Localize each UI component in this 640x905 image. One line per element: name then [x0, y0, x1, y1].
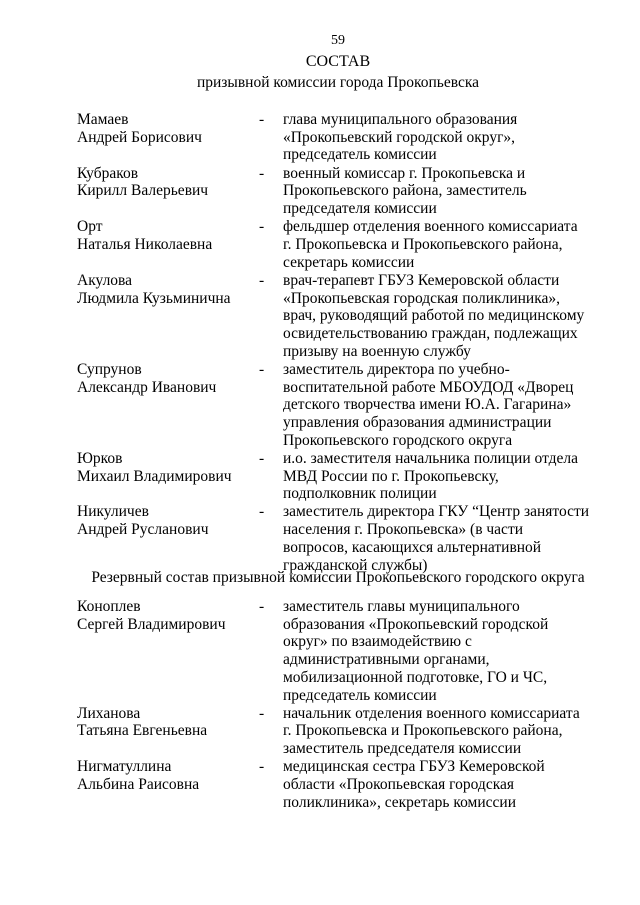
member-role-line: заместитель главы муниципального — [283, 598, 520, 615]
member-role-line: фельдшер отделения военного комиссариата — [283, 218, 578, 236]
member-role-line: освидетельствованию граждан, подлежащих — [283, 324, 578, 342]
member-role — [283, 758, 593, 811]
member-dash: - — [259, 598, 265, 615]
member-given-name: Александр Иванович — [77, 378, 217, 396]
member-role-line: председатель комиссии — [283, 686, 437, 704]
member-role — [283, 705, 593, 758]
member-role-line: МВД России по г. Прокопьевску, — [283, 467, 499, 485]
member-entry — [77, 111, 597, 164]
member-role-line: г. Прокопьевска и Прокопьевского района, — [283, 235, 563, 253]
member-role-line: «Прокопьевский городской округ», — [283, 128, 516, 146]
member-entry — [77, 450, 597, 503]
member-given-name: Сергей Владимирович — [77, 615, 226, 633]
member-role — [283, 165, 593, 218]
member-dash: - — [259, 164, 265, 182]
member-surname: Лиханова — [77, 704, 141, 722]
member-surname: Нигматуллина — [77, 758, 172, 776]
reserve-heading: Резервный состав призывной комиссии Прокопьевского городского округа — [91, 569, 585, 586]
member-dash: - — [259, 218, 265, 236]
member-name — [77, 165, 257, 200]
member-name — [77, 111, 257, 146]
member-role-line: медицинская сестра ГБУЗ Кемеровской — [283, 758, 545, 776]
member-role-line: мобилизационной подготовке, ГО и ЧС, — [283, 668, 548, 686]
member-role-line: военный комиссар г. Прокопьевска и — [283, 164, 526, 182]
member-role — [283, 598, 593, 704]
member-role-line: округ» по взаимодействию с — [283, 633, 472, 651]
member-given-name: Кирилл Валерьевич — [77, 182, 209, 200]
member-entry — [77, 165, 597, 218]
member-given-name: Андрей Борисович — [77, 128, 202, 146]
member-role-line: области «Прокопьевская городская — [283, 776, 515, 794]
member-role-line: Прокопьевского района, заместитель — [283, 182, 527, 200]
member-entry — [77, 705, 597, 758]
member-role-line: «Прокопьевская городская поликлиника», — [283, 289, 561, 307]
reserve-members — [77, 598, 597, 811]
member-role — [283, 272, 593, 361]
member-entry — [77, 598, 597, 704]
member-role-line: г. Прокопьевска и Прокопьевского района, — [283, 722, 563, 740]
member-entry — [77, 361, 597, 450]
document-subtitle: призывной комиссии города Прокопьевска — [196, 74, 480, 91]
member-role-line: заместитель директора по учебно- — [283, 360, 510, 378]
commission-members — [77, 111, 597, 574]
member-surname: Коноплев — [77, 598, 141, 615]
page-number: 59 — [331, 33, 345, 48]
member-role-line: вопросов, касающихся альтернативной — [283, 538, 542, 556]
member-entry — [77, 758, 597, 811]
member-given-name: Татьяна Евгеньевна — [77, 722, 208, 740]
member-role-line: глава муниципального образования — [283, 111, 518, 128]
member-role — [283, 450, 593, 503]
member-role-line: председатель комиссии — [283, 146, 437, 164]
member-given-name: Людмила Кузьминична — [77, 289, 231, 307]
member-role-line: врач-терапевт ГБУЗ Кемеровской области — [283, 271, 560, 289]
member-role-line: воспитательной работе МБОУДОД «Дворец — [283, 378, 574, 396]
member-entry — [77, 218, 597, 271]
member-given-name: Михаил Владимирович — [77, 467, 232, 485]
member-role-line: врач, руководящий работой по медицинскому — [283, 307, 585, 325]
member-role-line: административными органами, — [283, 651, 490, 669]
member-surname: Супрунов — [77, 360, 142, 378]
member-surname: Акулова — [77, 271, 133, 289]
member-surname: Кубраков — [77, 164, 139, 182]
member-role — [283, 503, 593, 574]
member-entry — [77, 503, 597, 574]
member-role-line: подполковник полиции — [283, 485, 437, 503]
document-title: СОСТАВ — [305, 53, 371, 70]
member-given-name: Альбина Раисовна — [77, 776, 200, 794]
member-dash: - — [259, 758, 265, 776]
member-role-line: населения г. Прокопьевска» (в части — [283, 521, 524, 539]
member-role-line: председателя комиссии — [283, 200, 437, 218]
member-role — [283, 218, 593, 271]
member-name — [77, 450, 257, 485]
member-name — [77, 598, 257, 633]
member-role — [283, 111, 593, 164]
member-entry — [77, 272, 597, 361]
member-role-line: призыву на военную службу — [283, 342, 471, 360]
member-role-line: заместитель директора ГКУ “Центр занятости — [283, 503, 590, 521]
member-name — [77, 272, 257, 307]
member-role-line: гражданской службы) — [283, 556, 428, 574]
member-dash: - — [259, 360, 265, 378]
member-surname: Орт — [77, 218, 103, 236]
member-name — [77, 218, 257, 253]
member-name — [77, 758, 257, 793]
member-name — [77, 705, 257, 740]
member-surname: Мамаев — [77, 111, 129, 128]
member-role-line: управления образования администрации — [283, 413, 552, 431]
member-surname: Никуличев — [77, 503, 149, 521]
member-role-line: заместитель председателя комиссии — [283, 740, 522, 758]
member-dash: - — [259, 704, 265, 722]
member-given-name: Наталья Николаевна — [77, 235, 213, 253]
member-role-line: и.о. заместителя начальника полиции отдела — [283, 449, 579, 467]
member-role-line: секретарь комиссии — [283, 253, 415, 271]
member-role-line: поликлиника», секретарь комиссии — [283, 793, 516, 811]
member-surname: Юрков — [77, 449, 123, 467]
member-name — [77, 361, 257, 396]
member-name — [77, 503, 257, 538]
member-dash: - — [259, 449, 265, 467]
member-dash: - — [259, 503, 265, 521]
member-role-line: детского творчества имени Ю.А. Гагарина» — [283, 396, 572, 414]
member-dash: - — [259, 111, 265, 128]
member-given-name: Андрей Русланович — [77, 521, 209, 539]
member-role — [283, 361, 593, 450]
member-role-line: образования «Прокопьевский городской — [283, 615, 549, 633]
member-dash: - — [259, 271, 265, 289]
member-role-line: начальник отделения военного комиссариата — [283, 704, 580, 722]
member-role-line: Прокопьевского городского округа — [283, 431, 513, 449]
